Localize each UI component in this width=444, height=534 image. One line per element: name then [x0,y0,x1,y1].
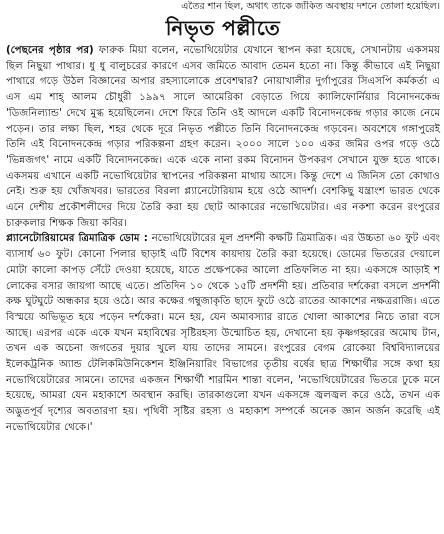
article-headline: নিভৃত পল্লীতে [165,16,281,40]
paragraph-2-text: নভোথিয়েটারের মূল প্রদর্শনী কক্ষটি ত্রিমাত্রিক। এর উচ্চতা ৬০ ফুট এবং ব্যাসার্ধ ৬০ ফুট। কোনো পিলার ছাড়াই এটি বিশেষ কায়দায় তৈরি করা হয়েছে। ডোমের ভিতরের দেয়ালে মোটা কালো কাপড় সেঁটে দেওয়া হয়েছে, যাতে প্রক্ষেপকের আলো প্রতিফলিত না হয়। একসঙ্গে আড়াই শ লোকের বসার জায়গা আছে এতে। প্রতিদিন ১০ থেকে ১৫টি প্রদর্শনী হয়। প্রতিবার দর্শকেরা বসলে প্রদর্শনী কক্ষ ঘুটঘুটে অন্ধকার হয়ে ওঠে। আর কক্ষের গম্বুজাকৃতি ছাদে ফুটে ওঠে রাতের আকাশের নক্ষত্ররাজি। এতে বিস্ময়ে অভিভূত হয়ে পড়েন দর্শকেরা। মনে হয়, যেন অমাবস্যার রাতে খোলা আকাশের নিচে তারা বসে আছে। এরপর একে একে যখন মহাবিশ্বের সৃষ্টিরহস্য উন্মোচিত হয়, দেখানো হয় কৃষ্ণগহ্বরের অমোঘ টান, তখন এক অচেনা জগতের দুয়ার খুলে যায় তাদের সামনে। রংপুরের বেগম রোকেয়া বিশ্ববিদ্যালয়ের ইলেকট্রনিক অ্যান্ড টেলিকমিউনিকেশন ইঞ্জিনিয়ারিং বিভাগের তৃতীয় বর্ষের ছাত্র শিক্ষার্থীর সঙ্গে কথা হয় নভোথিয়েটারের সামনে। তাদের একজন শিক্ষার্থী শারমিন শান্তা বলেন, 'নভোথিয়েটারের ভিতরে ঢুকে মনে হয়েছে, আমরা যেন মহাকাশে অবস্থান করছি। তারকাগুলো যখন একসঙ্গে জ্বলজ্বল করে ওঠে, তখন এক অদ্ভুতপূর্ব দৃশ্যের অবতারণা হয়। পৃথিবী সৃষ্টির রহস্য ও মহাকাশ সম্পর্কে অনেক জ্ঞান অর্জন করেছি এই নভোথিয়েটার থেকে।' [6,233,440,433]
article-body [6,43,440,436]
section-subhead: প্ল্যানেটোরিয়ামের ত্রিমাত্রিক ডোম : [6,233,148,245]
article-paragraph-1 [6,43,440,231]
paragraph-1-text: ফারুক মিয়া বলেন, নভোথিয়েটার যেখানে স্থাপন করা হয়েছে, সেখানটায় একসময় ছিল নিছুয়া পাথার। ধু ধু বালুচরের কারণে এসব জমিতে আবাদ তেমন হতো না। কিন্তু কীভাবে এই নিছুয়া পাথারে গড়ে উঠল বিজ্ঞানের অপার রহস্যালোকে প্রবেশদ্বার? নোয়াখালীর দুর্গাপুরের সিএসপি কর্মকর্তা এ এস এম শাহ্ আলম চৌধুরী ১৯৯৭ সালে আমেরিকা বেড়াতে গিয়ে ক্যালিফোর্নিয়ার বিনোদনকেন্দ্র 'ডিজনিল্যান্ড' দেখে মুগ্ধ হয়েছিলেন। দেশে ফিরে তিনি ওই আদলে একটি বিনোদনকেন্দ্র গড়ার কাজে নেমে পড়েন। তার লক্ষ্য ছিল, শহর থেকে দূরে নিভৃত পল্লীতে তিনি বিনোদনকেন্দ্র গড়বেন। অবশেষে গঙ্গাপুরেই তিনি এই বিনোদনকেন্দ্র গড়ার পরিকল্পনা গ্রহণ করেন। ২০০০ সালে ১০০ একর জমির ওপর গড়ে ওঠে 'ভিন্নজগৎ' নামে একটি বিনোদনকেন্দ্র। একে একে নানা রকম বিনোদন উপকরণ সেখানে যুক্ত হতে থাকে। একসময় এখানে একটি নভোথিয়েটার স্থাপনের পরিকল্পনা মাথায় আসে। কিন্তু দেশে এ জিনিস তো কোথাও নেই। শুরু হয় খোঁজখবর। ভারতের বিরলা প্ল্যানেটোরিয়াম হয়ে ওঠে আদর্শ। বেশকিছু যন্ত্রাংশ ভারত থেকে এনে দেশীয় প্রকৌশলীদের দিয়ে তৈরি করা হয় ছোট আকারের নভোথিয়েটার। এর নকশা করেন রংপুরের চারুকলার শিক্ষক জিয়া কবির। [6,45,440,229]
continued-from-label: (পেছনের পৃষ্ঠার পর) [6,45,94,56]
previous-article-fragment: এতৈর শান ছিল, অথাৎ তাকে জাঁকিত অবস্থায় দশনে তোলা হয়েছিল। [181,1,440,12]
article-paragraph-2 [6,231,440,435]
